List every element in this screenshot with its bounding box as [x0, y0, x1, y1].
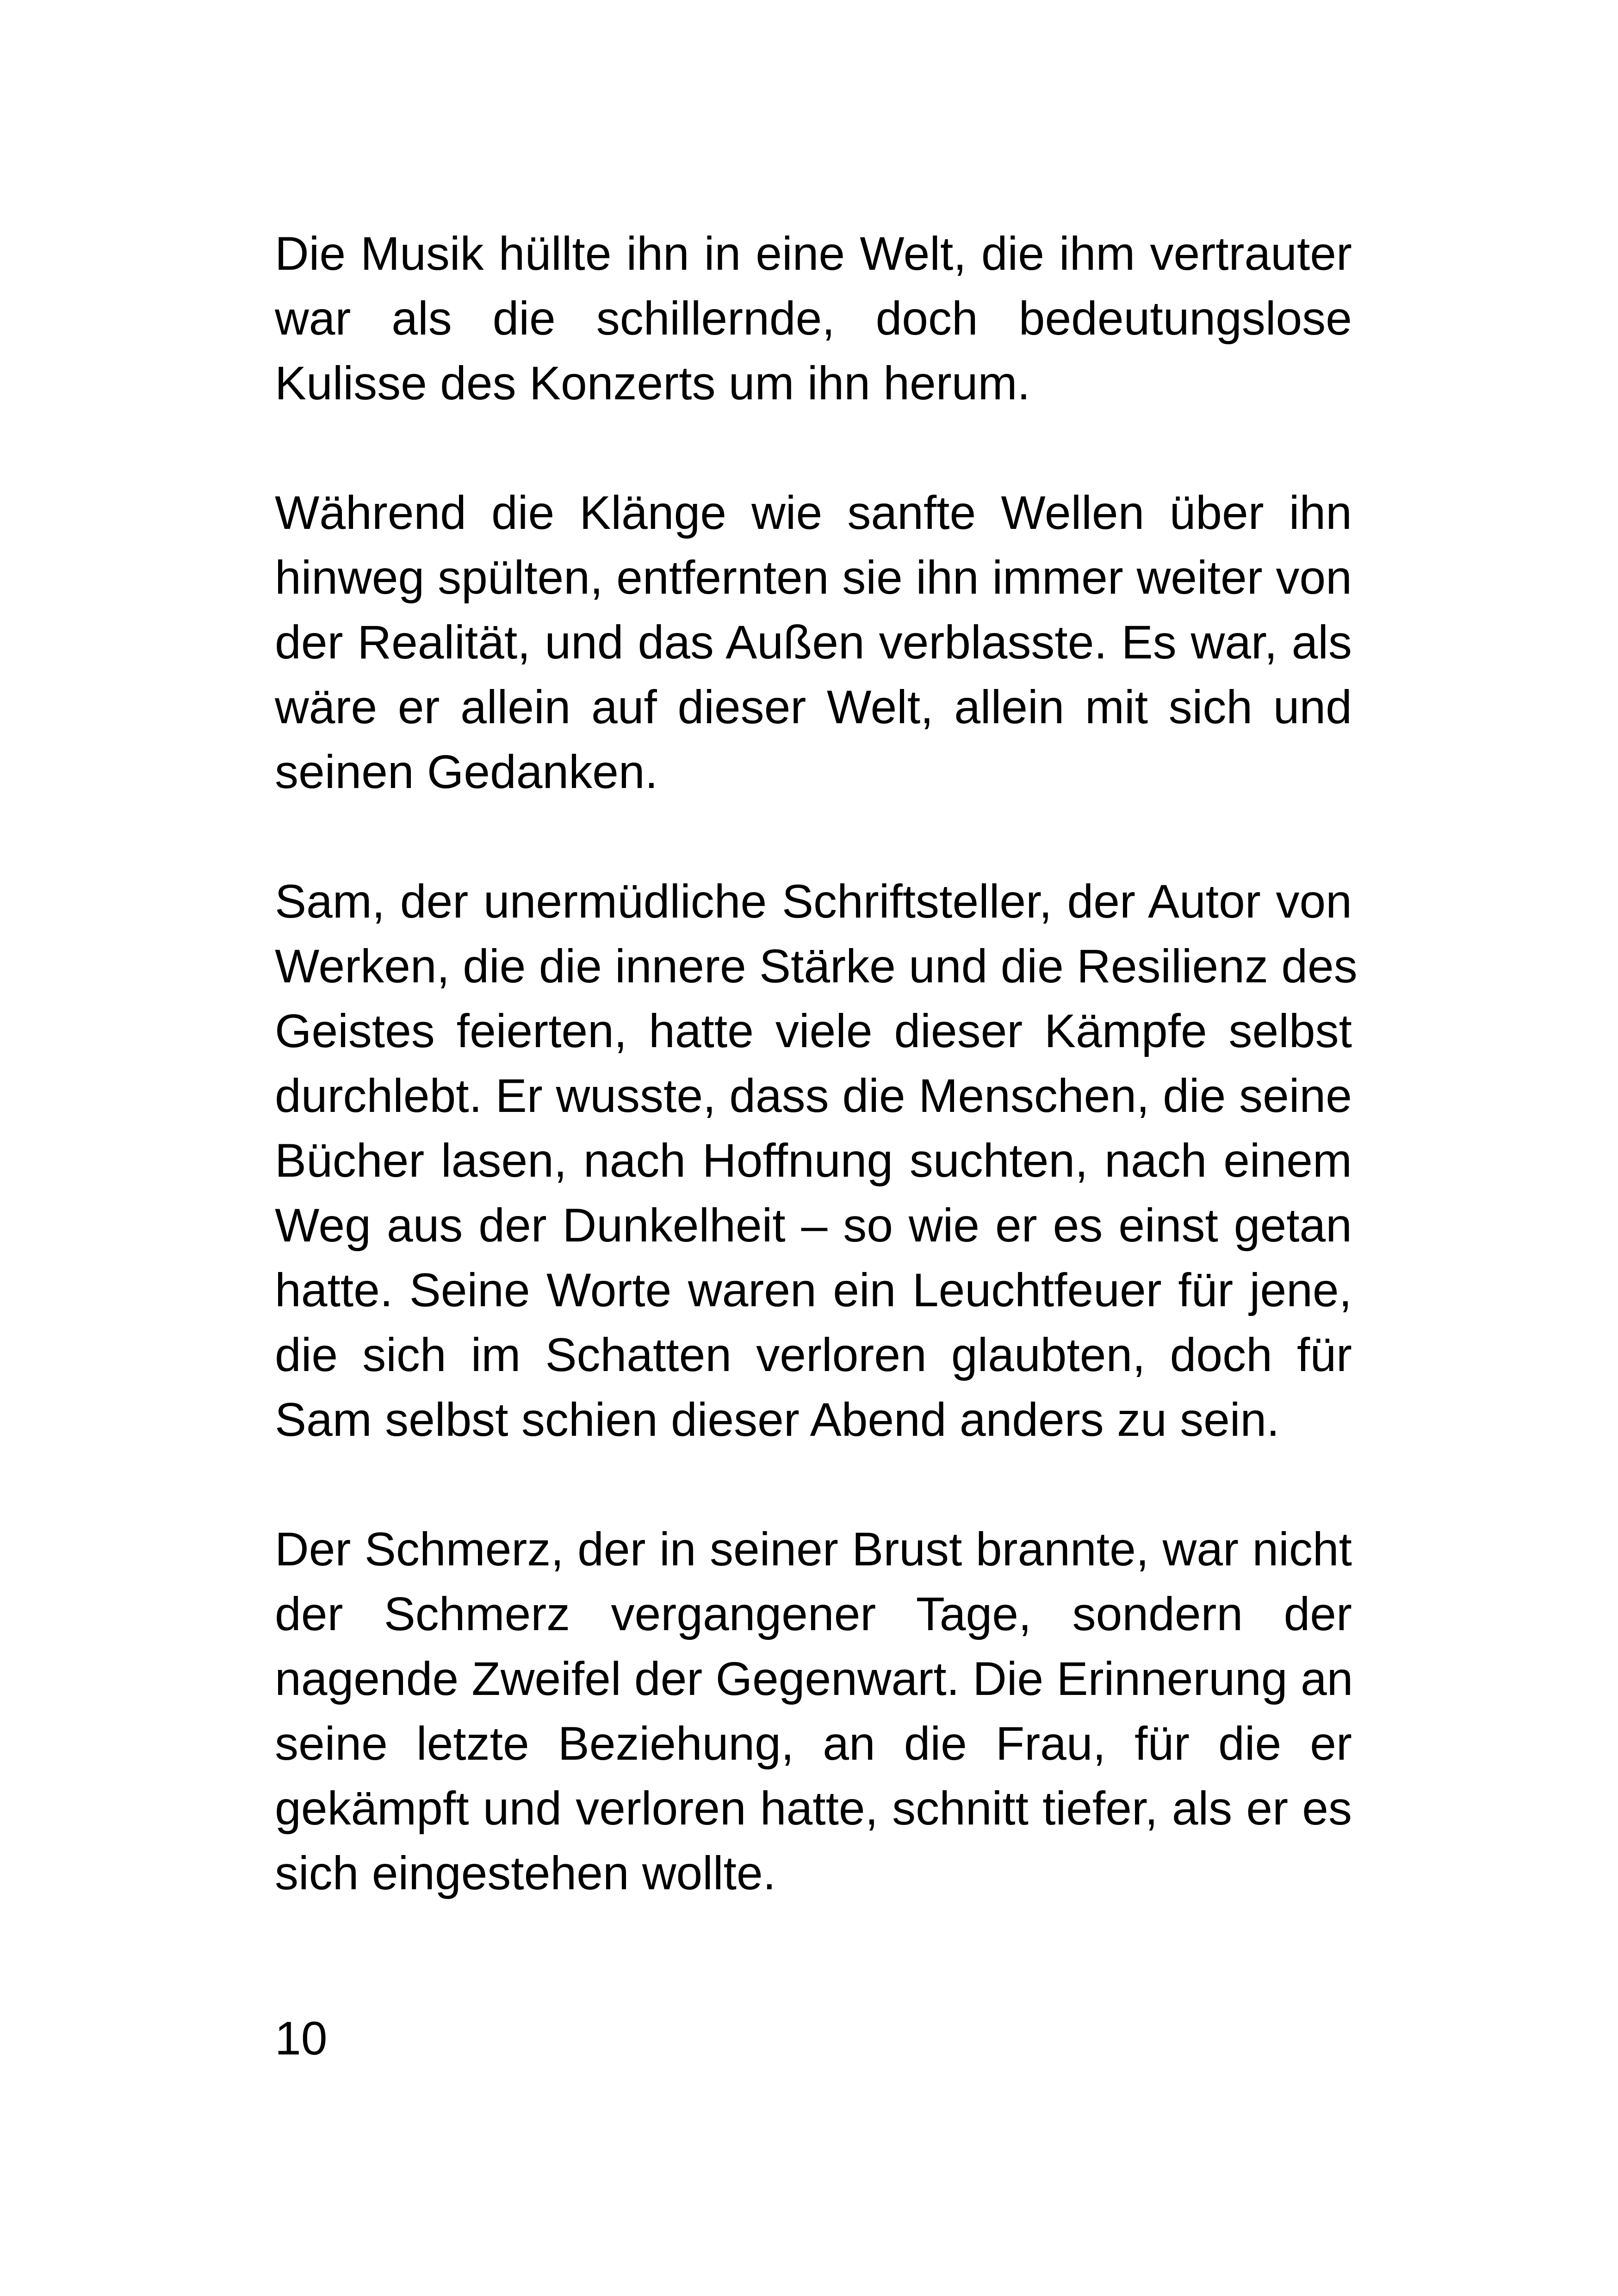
text-line: Weg aus der Dunkelheit – so wie er es einst getan — [275, 1199, 1352, 1252]
text-line: die sich im Schatten verloren glaubten, doch für — [275, 1328, 1352, 1381]
text-line: der Realität, und das Außen verblasste. Es war, als — [275, 616, 1352, 669]
text-line: Sam, der unermüdliche Schriftsteller, der Autor von — [275, 875, 1352, 928]
text-line: seine letzte Beziehung, an die Frau, für die er — [275, 1717, 1352, 1770]
text-line: Während die Klänge wie sanfte Wellen über ihn — [275, 486, 1352, 539]
text-line: wäre er allein auf dieser Welt, allein mit sich und — [275, 681, 1352, 733]
paragraph-3 — [275, 869, 1358, 1452]
text-line: nagende Zweifel der Gegenwart. Die Erinnerung an — [275, 1652, 1353, 1705]
text-line: Bücher lasen, nach Hoffnung suchten, nach einem — [275, 1134, 1352, 1187]
text-line: Werken, die die innere Stärke und die Resilienz des — [275, 940, 1358, 993]
text-line: Sam selbst schien dieser Abend anders zu sein. — [275, 1393, 1280, 1446]
text-line: hinweg spülten, entfernten sie ihn immer weiter von — [275, 551, 1352, 604]
text-line: hatte. Seine Worte waren ein Leuchtfeuer für jene, — [275, 1264, 1352, 1316]
paragraph-4 — [275, 1517, 1352, 1905]
text-line: Geistes feierten, hatte viele dieser Kämpfe selbst — [275, 1005, 1352, 1057]
body-text — [275, 221, 1358, 1970]
paragraph-1 — [275, 221, 1352, 416]
text-line: der Schmerz vergangener Tage, sondern der — [275, 1588, 1352, 1640]
text-line: gekämpft und verloren hatte, schnitt tiefer, als er es — [275, 1782, 1352, 1835]
text-line: war als die schillernde, doch bedeutungslose — [275, 292, 1352, 345]
text-line: seinen Gedanken. — [275, 745, 658, 798]
page-number: 10 — [275, 2012, 328, 2065]
text-line: Kulisse des Konzerts um ihn herum. — [275, 357, 1030, 410]
text-line: Der Schmerz, der in seiner Brust brannte, war nicht — [275, 1523, 1352, 1576]
text-line: durchlebt. Er wusste, dass die Menschen, die seine — [275, 1069, 1352, 1122]
paragraph-2 — [275, 480, 1352, 804]
text-line: sich eingestehen wollte. — [275, 1847, 776, 1899]
text-line: Die Musik hüllte ihn in eine Welt, die ihm vertrauter — [275, 227, 1352, 280]
